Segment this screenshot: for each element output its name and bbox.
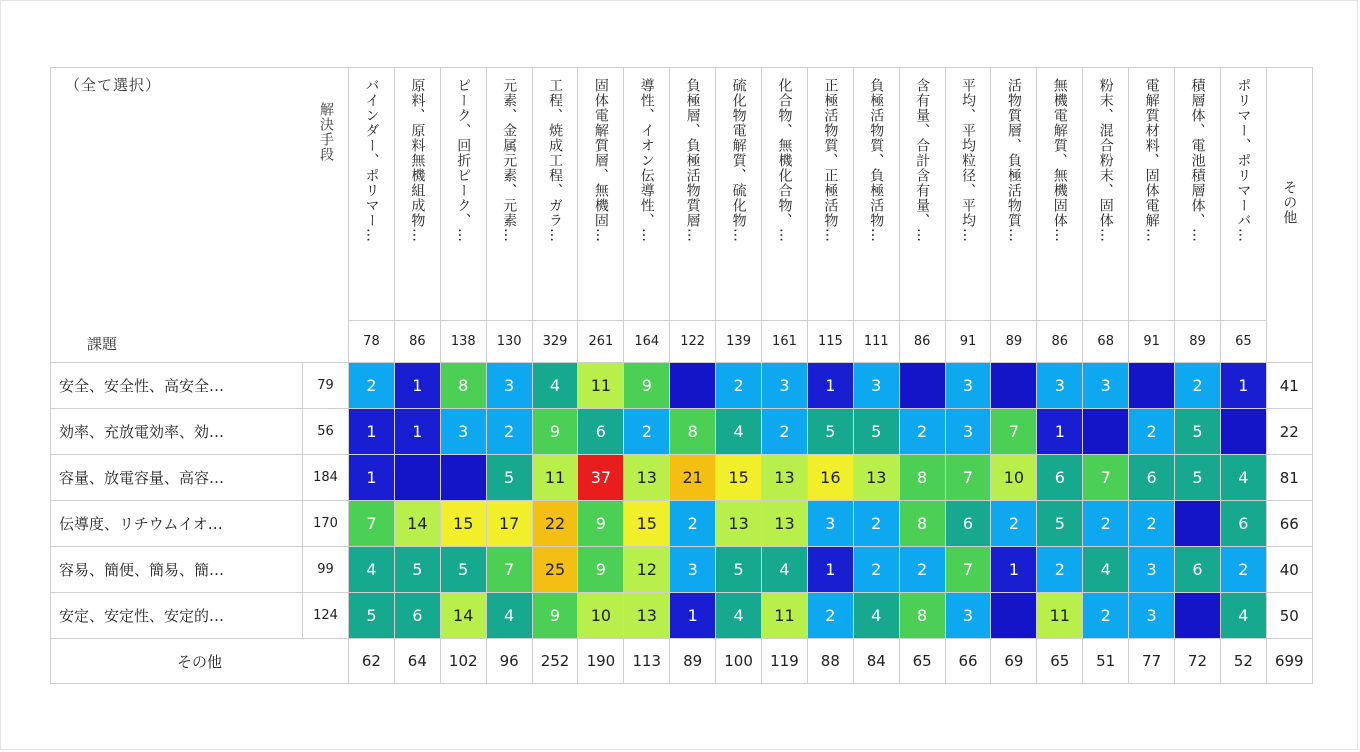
heatmap-cell[interactable]: 11 [762, 593, 808, 639]
heatmap-cell[interactable]: 7 [349, 501, 395, 547]
row-count: 124 [303, 593, 349, 639]
heatmap-cell[interactable]: 1 [394, 409, 440, 455]
heatmap-cell[interactable] [1129, 363, 1175, 409]
column-count: 115 [807, 321, 853, 363]
heatmap-cell[interactable]: 2 [1083, 593, 1129, 639]
column-header-label: 無機電解質、無機固体… [1051, 78, 1068, 243]
column-header-label: 原料、原料無機組成物… [409, 78, 426, 243]
column-header[interactable] [440, 68, 486, 321]
heatmap-cell[interactable]: 2 [807, 593, 853, 639]
column-header[interactable] [532, 68, 578, 321]
heatmap-cell[interactable]: 7 [1083, 455, 1129, 501]
column-header-label: 固体電解質層、無機固… [592, 78, 609, 243]
heatmap-cell[interactable]: 37 [578, 455, 624, 501]
heatmap-cell[interactable]: 8 [899, 501, 945, 547]
footer-total: 65 [899, 639, 945, 684]
heatmap-cell[interactable]: 8 [899, 593, 945, 639]
footer-total: 699 [1266, 639, 1312, 684]
heatmap-cell[interactable]: 15 [440, 501, 486, 547]
footer-total: 69 [991, 639, 1037, 684]
heatmap-cell[interactable]: 10 [991, 455, 1037, 501]
footer-total: 84 [853, 639, 899, 684]
footer-total: 102 [440, 639, 486, 684]
heatmap-cell[interactable]: 10 [578, 593, 624, 639]
heatmap-cell[interactable]: 3 [440, 409, 486, 455]
column-header[interactable] [716, 68, 762, 321]
heatmap-cell[interactable]: 1 [807, 363, 853, 409]
heatmap-cell[interactable] [670, 363, 716, 409]
heatmap-cell[interactable]: 2 [716, 363, 762, 409]
footer-total: 64 [394, 639, 440, 684]
heatmap-cell[interactable]: 13 [762, 455, 808, 501]
heatmap-cell[interactable]: 7 [945, 547, 991, 593]
heatmap-cell[interactable]: 2 [853, 501, 899, 547]
column-count: 65 [1220, 321, 1266, 363]
heatmap-cell[interactable]: 6 [945, 501, 991, 547]
heatmap-cell[interactable]: 21 [670, 455, 716, 501]
heatmap-cell[interactable]: 4 [486, 593, 532, 639]
column-count: 86 [1037, 321, 1083, 363]
row-count: 79 [303, 363, 349, 409]
heatmap-cell[interactable] [991, 363, 1037, 409]
column-count: 164 [624, 321, 670, 363]
column-header-label: 含有量、合計含有量、… [914, 78, 931, 243]
heatmap-cell[interactable]: 8 [670, 409, 716, 455]
heatmap-cell[interactable]: 2 [1037, 547, 1083, 593]
heatmap-cell[interactable]: 2 [349, 363, 395, 409]
row-count: 184 [303, 455, 349, 501]
column-header[interactable] [670, 68, 716, 321]
row-other-total: 50 [1266, 593, 1312, 639]
column-count: 91 [1129, 321, 1175, 363]
heatmap-cell[interactable]: 6 [1129, 455, 1175, 501]
heatmap-cell[interactable]: 3 [486, 363, 532, 409]
footer-total: 52 [1220, 639, 1266, 684]
heatmap-cell[interactable]: 2 [1129, 501, 1175, 547]
heatmap-cell[interactable]: 7 [991, 409, 1037, 455]
heatmap-cell[interactable]: 3 [1129, 547, 1175, 593]
column-header[interactable] [945, 68, 991, 321]
heatmap-cell[interactable]: 1 [991, 547, 1037, 593]
heatmap-cell[interactable]: 1 [394, 363, 440, 409]
heatmap-cell[interactable] [1083, 409, 1129, 455]
heatmap-cell[interactable]: 3 [1037, 363, 1083, 409]
footer-total: 96 [486, 639, 532, 684]
heatmap-cell[interactable]: 1 [1037, 409, 1083, 455]
row-count: 56 [303, 409, 349, 455]
column-header-label: ピーク、回折ピーク、… [455, 78, 472, 243]
heatmap-cell[interactable]: 4 [1220, 455, 1266, 501]
column-count: 91 [945, 321, 991, 363]
heatmap-cell[interactable]: 7 [486, 547, 532, 593]
column-header[interactable] [899, 68, 945, 321]
heatmap-cell[interactable]: 3 [945, 363, 991, 409]
heatmap-cell[interactable]: 2 [991, 501, 1037, 547]
footer-total: 77 [1129, 639, 1175, 684]
heatmap-cell[interactable]: 9 [578, 501, 624, 547]
column-header[interactable] [624, 68, 670, 321]
heatmap-cell[interactable]: 5 [853, 409, 899, 455]
heatmap-cell[interactable]: 25 [532, 547, 578, 593]
column-header[interactable] [762, 68, 808, 321]
heatmap-cell[interactable]: 1 [349, 455, 395, 501]
issue-axis-label: 課題 [87, 335, 118, 353]
heatmap-cell[interactable]: 4 [716, 409, 762, 455]
heatmap-cell[interactable]: 5 [1037, 501, 1083, 547]
column-header-label: 平均、平均粒径、平均… [960, 78, 977, 243]
footer-total: 190 [578, 639, 624, 684]
footer-total: 72 [1175, 639, 1221, 684]
heatmap-cell[interactable]: 11 [1037, 593, 1083, 639]
column-count: 78 [349, 321, 395, 363]
row-other-total: 41 [1266, 363, 1312, 409]
column-header[interactable] [991, 68, 1037, 321]
heatmap-cell[interactable]: 1 [349, 409, 395, 455]
heatmap-cell[interactable]: 9 [578, 547, 624, 593]
heatmap-cell[interactable]: 4 [1220, 593, 1266, 639]
column-count: 161 [762, 321, 808, 363]
column-count: 261 [578, 321, 624, 363]
column-header[interactable] [394, 68, 440, 321]
heatmap-cell[interactable]: 16 [807, 455, 853, 501]
column-header-label: 負極層、負極活物質層… [684, 78, 701, 243]
heatmap-cell[interactable] [991, 593, 1037, 639]
heatmap-cell[interactable]: 5 [807, 409, 853, 455]
column-count: 68 [1083, 321, 1129, 363]
heatmap-cell[interactable]: 2 [853, 547, 899, 593]
footer-total: 252 [532, 639, 578, 684]
heatmap-cell[interactable]: 15 [716, 455, 762, 501]
heatmap-cell[interactable]: 3 [670, 547, 716, 593]
heatmap-cell[interactable]: 5 [1175, 409, 1221, 455]
footer-total: 88 [807, 639, 853, 684]
column-header[interactable] [1083, 68, 1129, 321]
heatmap-cell[interactable] [394, 455, 440, 501]
heatmap-cell[interactable]: 5 [394, 547, 440, 593]
column-header[interactable] [1037, 68, 1083, 321]
heatmap-cell[interactable]: 14 [440, 593, 486, 639]
column-count: 122 [670, 321, 716, 363]
heatmap-cell[interactable]: 5 [1175, 455, 1221, 501]
heatmap-cell[interactable]: 13 [624, 593, 670, 639]
heatmap-cell[interactable]: 9 [532, 409, 578, 455]
heatmap-cell[interactable]: 1 [807, 547, 853, 593]
heatmap-cell[interactable]: 1 [1220, 363, 1266, 409]
footer-total: 113 [624, 639, 670, 684]
heatmap-cell[interactable]: 3 [853, 363, 899, 409]
column-header-label: その他 [1281, 180, 1298, 225]
column-header[interactable] [1129, 68, 1175, 321]
column-header-label: 導性、イオン伝導性、… [638, 78, 655, 243]
heatmap-cell[interactable]: 4 [762, 547, 808, 593]
heatmap-cell[interactable]: 3 [1129, 593, 1175, 639]
heatmap-cell[interactable]: 5 [486, 455, 532, 501]
heatmap-cell[interactable]: 3 [945, 593, 991, 639]
select-all-link[interactable]: （全て選択） [65, 76, 162, 94]
heatmap-cell[interactable]: 2 [624, 409, 670, 455]
heatmap-cell[interactable]: 6 [578, 409, 624, 455]
heatmap-cell[interactable]: 13 [853, 455, 899, 501]
heatmap-cell[interactable]: 11 [532, 455, 578, 501]
heatmap-cell[interactable]: 2 [486, 409, 532, 455]
row-label[interactable]: 効率、充放電効率、効… [51, 409, 303, 455]
column-header-label: 硫化物電解質、硫化物… [730, 78, 747, 243]
footer-total: 100 [716, 639, 762, 684]
heatmap-cell[interactable]: 9 [532, 593, 578, 639]
heatmap-cell[interactable]: 22 [532, 501, 578, 547]
column-header-label: 元素、金属元素、元素… [501, 78, 518, 243]
column-header-label: 電解質材料、固体電解… [1143, 78, 1160, 243]
heatmap-cell[interactable]: 7 [945, 455, 991, 501]
row-label[interactable]: 容量、放電容量、高容… [51, 455, 303, 501]
heatmap-cell[interactable] [1175, 501, 1221, 547]
heatmap-cell[interactable]: 3 [1083, 363, 1129, 409]
footer-total: 66 [945, 639, 991, 684]
column-header-label: 負極活物質、負極活物… [868, 78, 885, 243]
heatmap-cell[interactable]: 6 [1037, 455, 1083, 501]
heatmap-cell[interactable]: 13 [624, 455, 670, 501]
footer-total: 119 [762, 639, 808, 684]
heatmap-cell[interactable]: 4 [532, 363, 578, 409]
heatmap-cell[interactable]: 15 [624, 501, 670, 547]
footer-total: 89 [670, 639, 716, 684]
heatmap-cell[interactable]: 2 [899, 547, 945, 593]
heatmap-cell[interactable]: 12 [624, 547, 670, 593]
column-header[interactable] [807, 68, 853, 321]
column-count: 130 [486, 321, 532, 363]
column-count: 86 [394, 321, 440, 363]
column-count: 139 [716, 321, 762, 363]
heatmap-cell[interactable]: 2 [1220, 547, 1266, 593]
row-other-total: 81 [1266, 455, 1312, 501]
header-corner [51, 68, 349, 363]
heatmap-cell[interactable]: 4 [349, 547, 395, 593]
row-label[interactable]: 安定、安定性、安定的… [51, 593, 303, 639]
heatmap-cell[interactable]: 1 [670, 593, 716, 639]
heatmap-cell[interactable]: 2 [762, 409, 808, 455]
column-count: 329 [532, 321, 578, 363]
column-header-label: 正極活物質、正極活物… [822, 78, 839, 243]
heatmap-cell[interactable]: 4 [1083, 547, 1129, 593]
heatmap-cell[interactable]: 2 [1129, 409, 1175, 455]
heatmap-cell[interactable]: 9 [624, 363, 670, 409]
column-header-label: 化合物、無機化合物、… [776, 78, 793, 243]
row-label[interactable]: 容易、簡便、簡易、簡… [51, 547, 303, 593]
column-header-label: バインダー、ポリマー… [363, 78, 380, 243]
heatmap-cell[interactable]: 17 [486, 501, 532, 547]
column-header-label: ポリマー、ポリマーバ… [1235, 78, 1252, 243]
column-header[interactable] [853, 68, 899, 321]
column-count: 111 [853, 321, 899, 363]
heatmap-table [50, 67, 1313, 684]
heatmap-cell[interactable]: 8 [440, 363, 486, 409]
column-header[interactable] [486, 68, 532, 321]
column-header-label: 活物質層、負極活物質… [1005, 78, 1022, 243]
heatmap-cell[interactable]: 2 [1175, 363, 1221, 409]
heatmap-cell[interactable]: 6 [1175, 547, 1221, 593]
heatmap-cell[interactable]: 4 [716, 593, 762, 639]
footer-total: 62 [349, 639, 395, 684]
column-header[interactable] [1220, 68, 1266, 321]
row-label[interactable]: 伝導度、リチウムイオ… [51, 501, 303, 547]
heatmap-cell[interactable]: 5 [349, 593, 395, 639]
heatmap-cell[interactable]: 3 [762, 363, 808, 409]
column-header[interactable] [1266, 68, 1312, 363]
heatmap-cell[interactable]: 13 [716, 501, 762, 547]
row-label[interactable]: 安全、安全性、高安全… [51, 363, 303, 409]
heatmap-cell[interactable]: 2 [899, 409, 945, 455]
footer-total: 65 [1037, 639, 1083, 684]
heatmap-cell[interactable]: 4 [853, 593, 899, 639]
heatmap-cell[interactable]: 2 [1083, 501, 1129, 547]
column-count: 86 [899, 321, 945, 363]
footer-total: 51 [1083, 639, 1129, 684]
column-count: 89 [991, 321, 1037, 363]
heatmap-cell[interactable]: 2 [670, 501, 716, 547]
heatmap-cell[interactable] [1220, 409, 1266, 455]
row-other-total: 22 [1266, 409, 1312, 455]
heatmap-cell[interactable]: 5 [716, 547, 762, 593]
column-header-label: 粉末、混合粉末、固体… [1097, 78, 1114, 243]
column-header[interactable] [1175, 68, 1221, 321]
heatmap-cell[interactable]: 3 [807, 501, 853, 547]
heatmap-cell[interactable] [1175, 593, 1221, 639]
heatmap-cell[interactable]: 6 [394, 593, 440, 639]
row-count: 170 [303, 501, 349, 547]
column-header[interactable] [578, 68, 624, 321]
row-count: 99 [303, 547, 349, 593]
column-header-label: 工程、焼成工程、ガラ… [547, 78, 563, 243]
solution-axis-label: 解決手段 [318, 102, 334, 162]
heatmap-cell[interactable]: 6 [1220, 501, 1266, 547]
column-header-label: 積層体、電池積層体、… [1189, 78, 1206, 243]
footer-label: その他 [51, 639, 349, 684]
heatmap-cell[interactable]: 5 [440, 547, 486, 593]
heatmap-cell[interactable]: 11 [578, 363, 624, 409]
row-other-total: 40 [1266, 547, 1312, 593]
column-count: 89 [1175, 321, 1221, 363]
heatmap-cell[interactable] [899, 363, 945, 409]
heatmap-cell[interactable]: 8 [899, 455, 945, 501]
row-other-total: 66 [1266, 501, 1312, 547]
column-header[interactable] [349, 68, 395, 321]
heatmap-cell[interactable]: 14 [394, 501, 440, 547]
heatmap-cell[interactable]: 3 [945, 409, 991, 455]
column-count: 138 [440, 321, 486, 363]
heatmap-cell[interactable]: 13 [762, 501, 808, 547]
heatmap-cell[interactable] [440, 455, 486, 501]
